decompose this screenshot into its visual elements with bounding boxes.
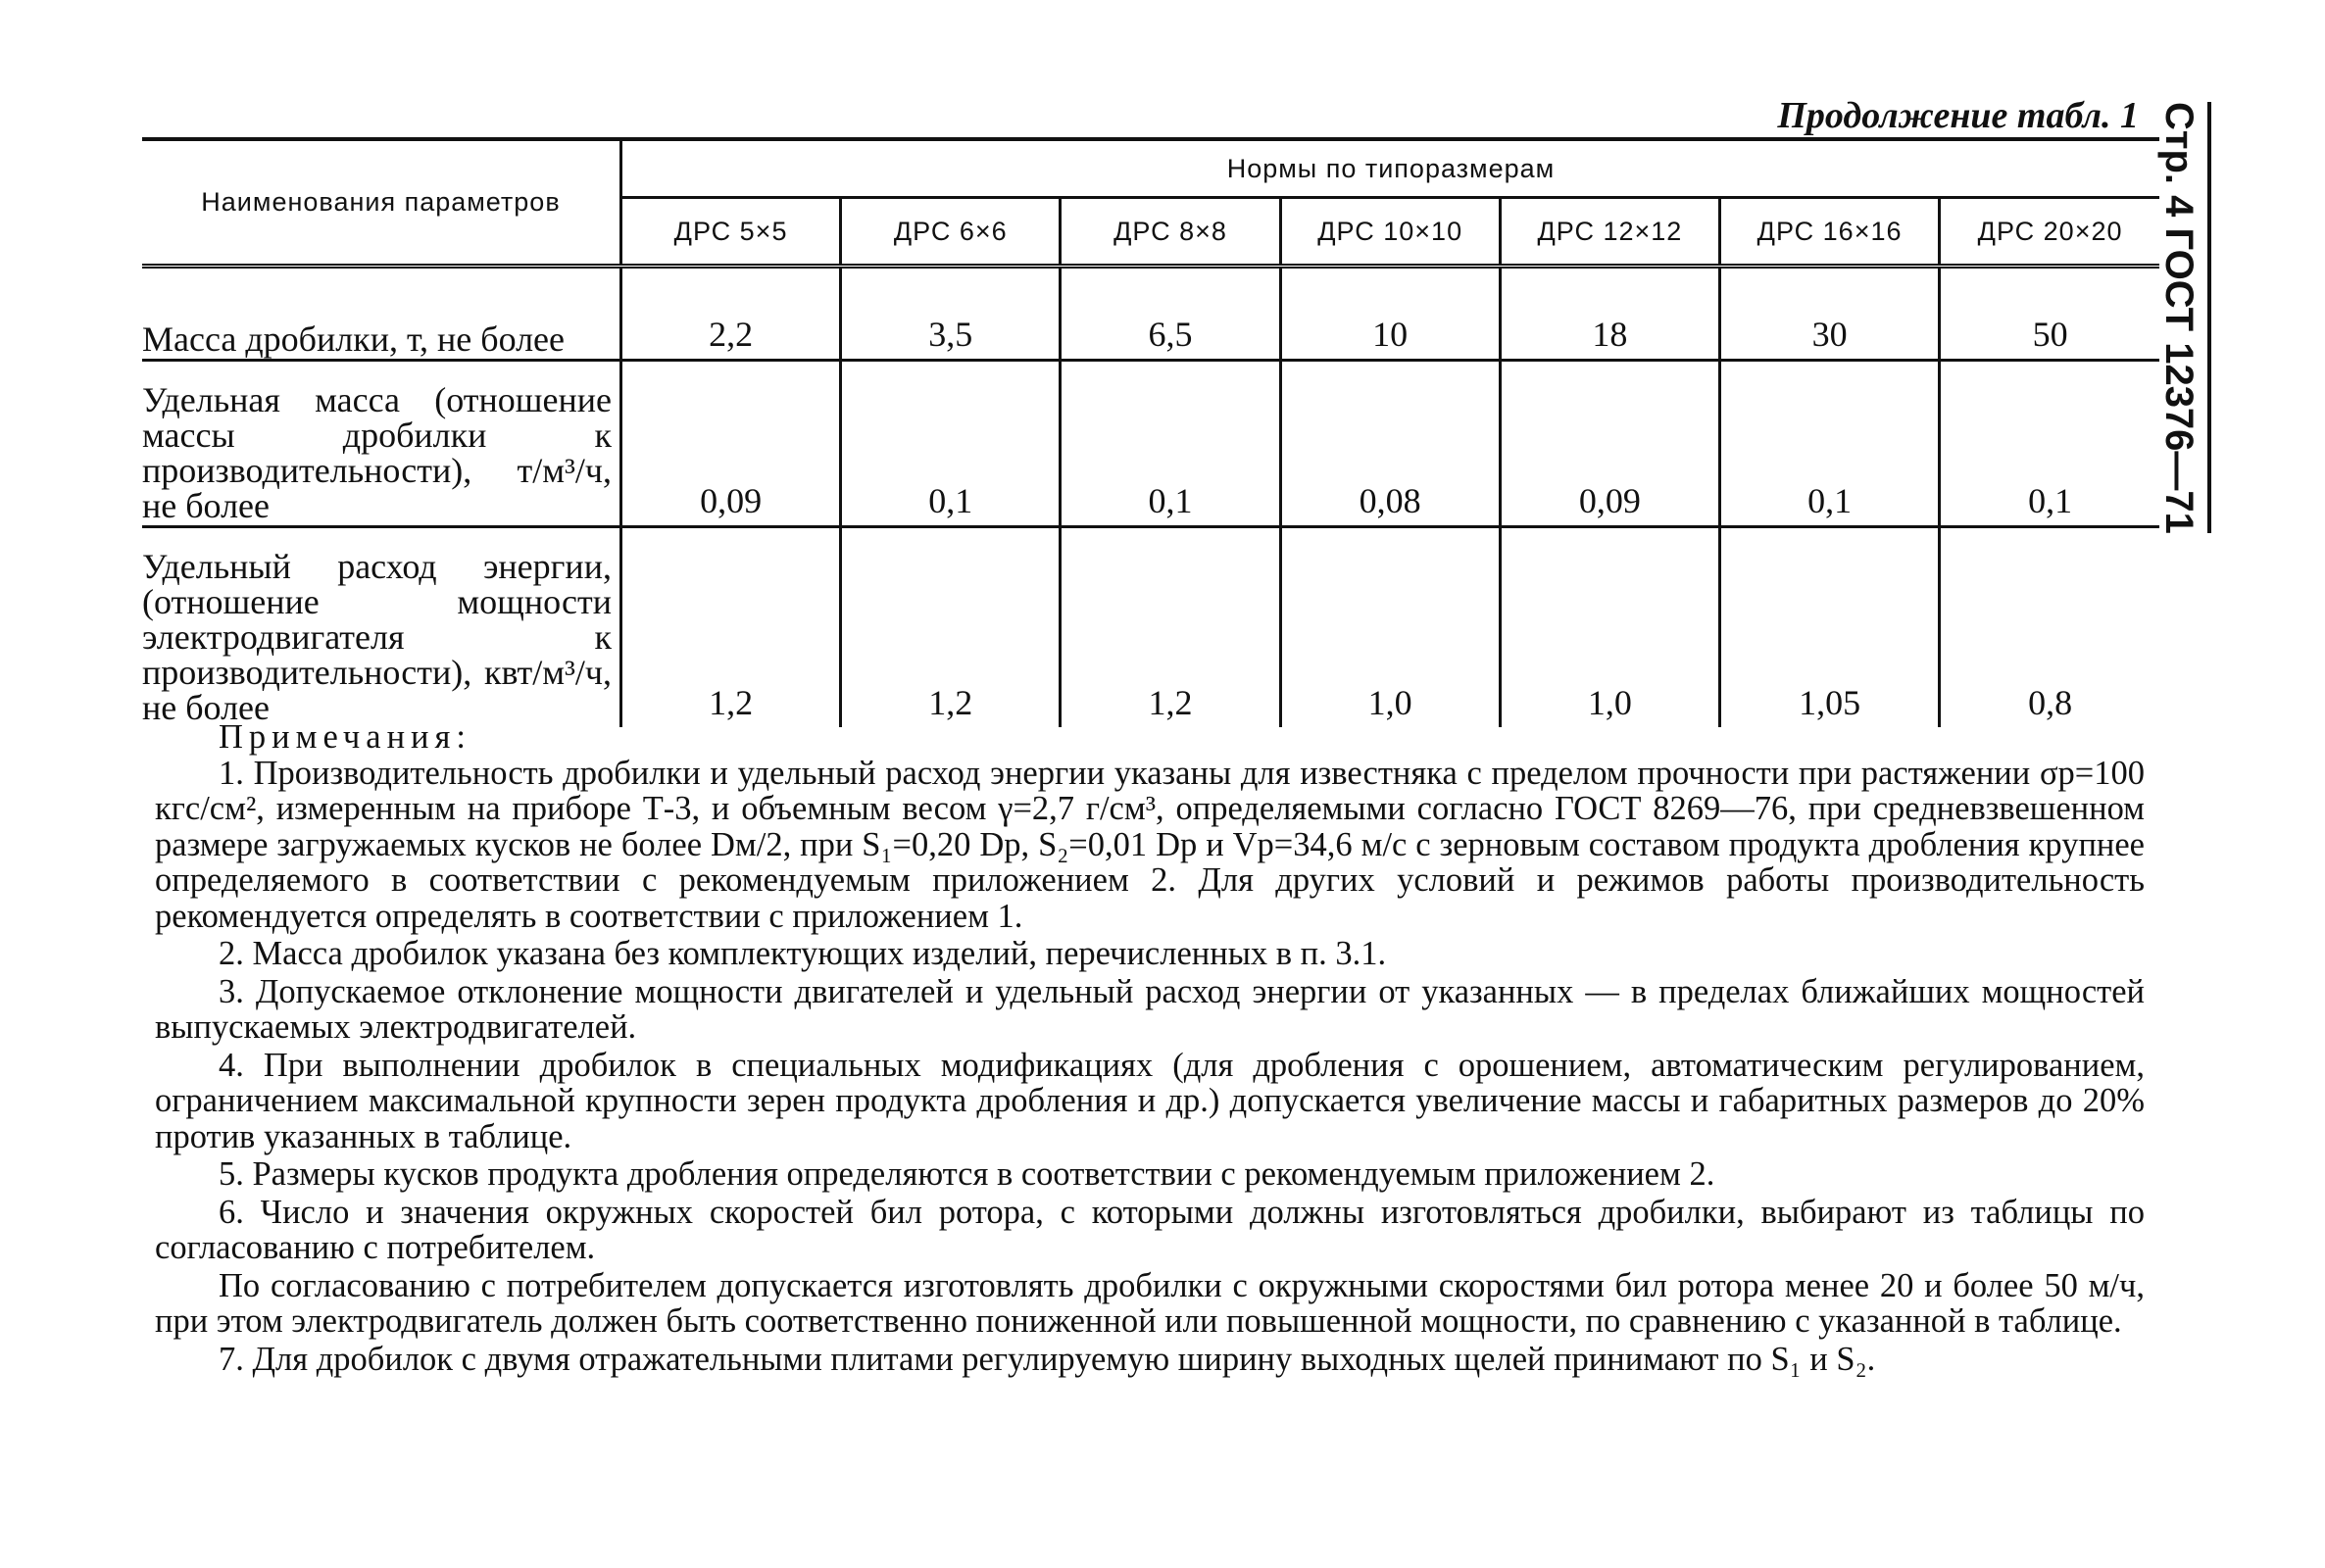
side-header xyxy=(2156,102,2245,533)
table-cell: 0,1 xyxy=(841,361,1061,527)
table-cell: 30 xyxy=(1719,267,1939,361)
table-cell: 10 xyxy=(1280,267,1500,361)
note-item: 2. Масса дробилок указана без комплектующих изделий, перечисленных в п. 3.1. xyxy=(219,935,1387,972)
size-header: ДРС 6×6 xyxy=(841,198,1061,267)
table-cell: 3,5 xyxy=(841,267,1061,361)
table-row xyxy=(142,267,2159,361)
table-cell: 1,2 xyxy=(841,527,1061,727)
table-cell: 50 xyxy=(1940,267,2159,361)
table-cell: 0,8 xyxy=(1940,527,2159,727)
size-header: ДРС 16×16 xyxy=(1719,198,1939,267)
note-item: По согласованию с потребителем допускается изготовлять дробилки с окружными скоростями бил ротора менее 20 и более 50 м/ч, при этом электродвигатель должен быть соответственно пониженной или повышенной мощности, по сравнению с указанной в таблице. xyxy=(155,1266,2145,1340)
table-cell: 0,1 xyxy=(1719,361,1939,527)
note-item: 7. Для дробилок с двумя отражательными плитами регулируемую ширину выходных щелей принимают по S₁ и S₂. xyxy=(219,1340,1876,1378)
param-column-header: Наименования параметров xyxy=(142,139,620,267)
size-header: ДРС 10×10 xyxy=(1280,198,1500,267)
note-item: 5. Размеры кусков продукта дробления определяются в соответствии с рекомендуемым приложением 2. xyxy=(219,1155,1715,1193)
table-cell: 1,05 xyxy=(1719,527,1939,727)
note-item: 1. Производительность дробилки и удельный расход энергии указаны для известняка с пределом прочности при растяжении σр=100 кгс/см², измеренным на приборе Т-3, и объемным весом γ=2,7 г/см³, определяемыми согласно ГОСТ 8269—76, при средневзвешенном размере загружаемых кусков не более Dм/2, при S₁=0,20 Dр, S₂=0,01 Dр и Vр=34,6 м/с с зерновым составом продукта дробления крупнее определяемого в соответствии с рекомендуемым приложением 2. Для других условий и режимов работы производительность рекомендуется определять в соответствии с приложением 1. xyxy=(155,754,2145,935)
table-row xyxy=(142,361,2159,527)
note-item: 3. Допускаемое отклонение мощности двигателей и удельный расход энергии от указанных — в пределах ближайших мощностей выпускаемых электродвигателей. xyxy=(155,972,2145,1046)
notes-title: Примечания: xyxy=(219,718,471,756)
row-label-mass: Масса дробилки, т, не более xyxy=(142,267,620,361)
table-cell: 1,2 xyxy=(1061,527,1280,727)
notes-section xyxy=(155,719,2145,1377)
note-item: 6. Число и значения окружных скоростей бил ротора, с которыми должны изготовляться дробилки, выбирают из таблицы по согласованию с потребителем. xyxy=(155,1193,2145,1266)
table-cell: 0,09 xyxy=(1500,361,1719,527)
table-cell: 1,2 xyxy=(620,527,840,727)
parameters-table xyxy=(142,137,2159,727)
table-cell: 2,2 xyxy=(620,267,840,361)
size-header: ДРС 12×12 xyxy=(1500,198,1719,267)
table-cell: 18 xyxy=(1500,267,1719,361)
row-label-specific-mass: Удельная масса (отношение массы дробилки к производительности), т/м³/ч, не более xyxy=(142,361,620,527)
size-header: ДРС 5×5 xyxy=(620,198,840,267)
note-item: 4. При выполнении дробилок в специальных модификациях (для дробления с орошением, автоматическим регулированием, ограничением максимальной крупности зерен продукта дробления и др.) допускается увеличение массы и габаритных размеров до 20% против указанных в таблице. xyxy=(155,1046,2145,1155)
page-standard-label: Стр. 4 ГОСТ 12376—71 xyxy=(2157,102,2201,534)
table-cell: 0,08 xyxy=(1280,361,1500,527)
size-header: ДРС 20×20 xyxy=(1940,198,2159,267)
table-cell: 1,0 xyxy=(1500,527,1719,727)
table-cell: 0,1 xyxy=(1061,361,1280,527)
size-header: ДРС 8×8 xyxy=(1061,198,1280,267)
row-label-specific-energy: Удельный расход энергии, (отношение мощности электродвигателя к производительности), квт/м³/ч, не более xyxy=(142,546,612,727)
table-row xyxy=(142,527,2159,727)
sizes-group-header: Нормы по типоразмерам xyxy=(620,139,2159,198)
table-cell: 6,5 xyxy=(1061,267,1280,361)
table-cell: 0,09 xyxy=(620,361,840,527)
table-caption: Продолжение табл. 1 xyxy=(1777,95,2139,136)
table-cell: 1,0 xyxy=(1280,527,1500,727)
table-cell: 0,1 xyxy=(1940,361,2159,527)
